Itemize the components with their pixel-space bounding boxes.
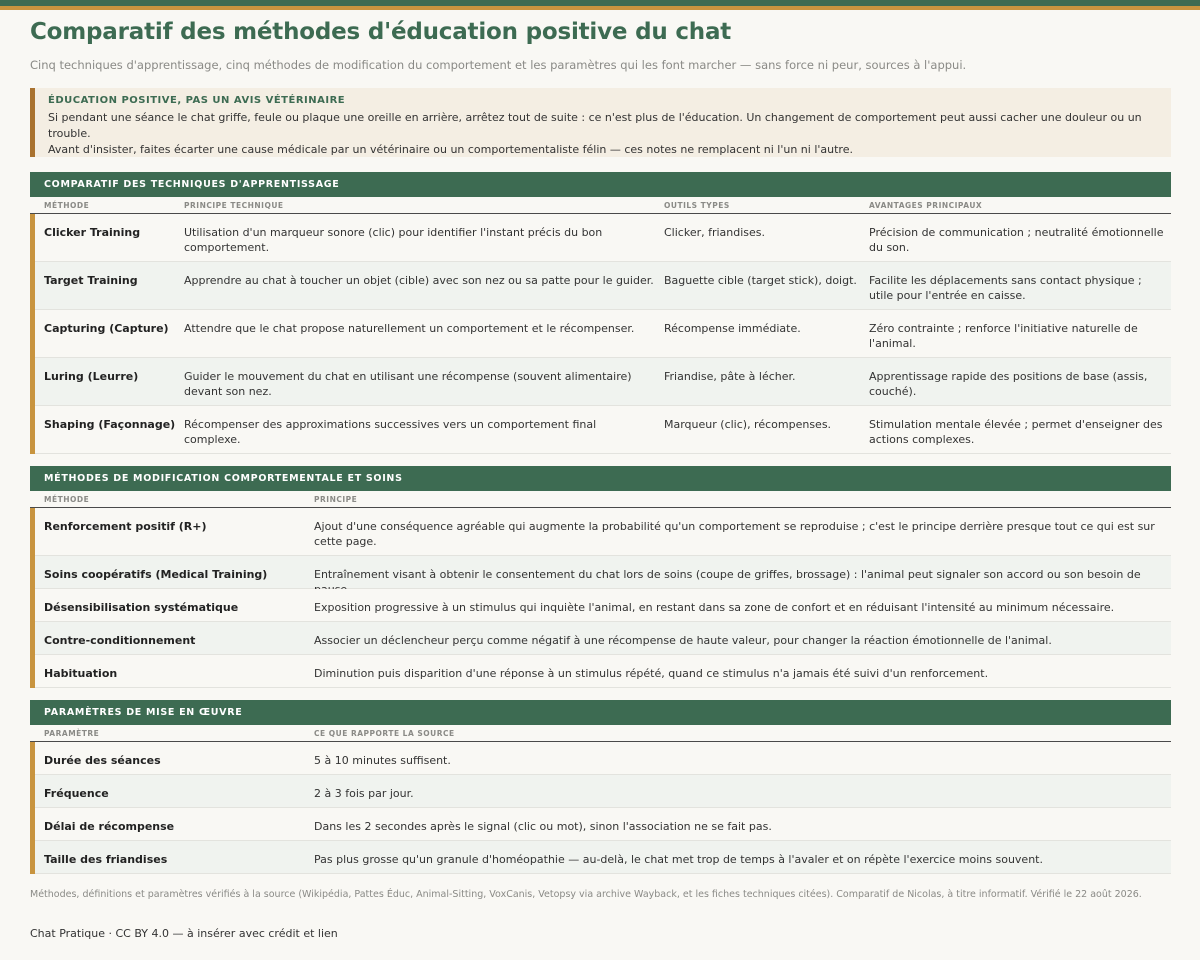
col-header-source: CE QUE RAPPORTE LA SOURCE (314, 729, 455, 738)
table-row (35, 622, 1171, 655)
row-principle: Utilisation d'un marqueur sonore (clic) pour identifier l'instant précis du bon comportement. (184, 226, 603, 254)
table-row (35, 556, 1171, 589)
techniques-table (30, 172, 1171, 454)
warning-line-1: Si pendant une séance le chat griffe, feule ou plaque une oreille en arrière, arrêtez tout de suite : ce n'est plus de l'éducation. Un changement de comportement peut aussi cacher une douleur ou un trouble. (48, 111, 1142, 140)
table-row (35, 406, 1171, 454)
modification-heading: MÉTHODES DE MODIFICATION COMPORTEMENTALE ET SOINS (30, 466, 1171, 491)
credit-line: Chat Pratique · CC BY 4.0 — à insérer avec crédit et lien (30, 927, 338, 940)
row-principle: Diminution puis disparition d'une réponse à un stimulus répété, quand ce stimulus n'a jamais été suivi d'un renforcement. (314, 667, 989, 680)
row-method: Soins coopératifs (Medical Training) (44, 568, 268, 581)
row-principle: Entraînement visant à obtenir le consentement du chat lors de soins (coupe de griffes, brossage) : l'animal peut signaler son accord ou son besoin de (314, 568, 1141, 581)
col-header-principle: PRINCIPE TECHNIQUE (184, 201, 284, 210)
source-footnote: Méthodes, définitions et paramètres vérifiés à la source (Wikipédia, Pattes Éduc, Animal-Sitting, VoxCanis, Vetopsy via archive Wayback, et les fiches techniques citées). Comparatif de Nicolas, à titre informatif. Vérifié le 22 août 2026. (30, 889, 1142, 900)
row-parameter: Fréquence (44, 787, 109, 800)
table-row (35, 808, 1171, 841)
row-value: 5 à 10 minutes suffisent. (314, 754, 451, 767)
row-method: Capturing (Capture) (44, 322, 169, 335)
row-value: Dans les 2 secondes après le signal (clic ou mot), sinon l'association ne se fait pas. (314, 820, 772, 833)
table-row (35, 655, 1171, 688)
modification-table (30, 466, 1171, 688)
row-method: Target Training (44, 274, 138, 287)
row-method: Luring (Leurre) (44, 370, 139, 383)
table-row (35, 589, 1171, 622)
top-accent-stripe (0, 6, 1200, 10)
row-method: Renforcement positif (R+) (44, 520, 207, 533)
page-title: Comparatif des méthodes d'éducation positive du chat (30, 19, 732, 45)
row-method: Désensibilisation systématique (44, 601, 239, 614)
row-principle: Récompenser des approximations successives vers un comportement final complexe. (184, 418, 597, 446)
table-row (35, 775, 1171, 808)
row-advantages: Stimulation mentale élevée ; permet d'enseigner des actions complexes. (869, 418, 1163, 446)
table-row (35, 214, 1171, 262)
row-tools: Baguette cible (target stick), doigt. (664, 274, 857, 287)
row-principle: Associer un déclencheur perçu comme négatif à une récompense de haute valeur, pour changer la réaction émotionnelle de l'animal. (314, 634, 1052, 647)
row-value: Pas plus grosse qu'un granule d'homéopathie — au-delà, le chat met trop de temps à l'avaler et on répète l'exercice moins souvent. (314, 853, 1043, 866)
row-method: Clicker Training (44, 226, 141, 239)
col-header-method: MÉTHODE (44, 201, 90, 210)
parameters-heading: PARAMÈTRES DE MISE EN ŒUVRE (30, 700, 1171, 725)
row-parameter: Durée des séances (44, 754, 161, 767)
table-row (35, 841, 1171, 874)
modification-column-headers (30, 491, 1171, 508)
table-row (35, 742, 1171, 775)
table-row (35, 310, 1171, 358)
row-tools: Marqueur (clic), récompenses. (664, 418, 832, 431)
table-row (35, 358, 1171, 406)
row-advantages: Zéro contrainte ; renforce l'initiative naturelle de l'animal. (869, 322, 1138, 350)
row-method: Contre-conditionnement (44, 634, 196, 647)
row-value: 2 à 3 fois par jour. (314, 787, 414, 800)
col-header-principle: PRINCIPE (314, 495, 358, 504)
col-header-tools: OUTILS TYPES (664, 201, 730, 210)
row-tools: Clicker, friandises. (664, 226, 766, 239)
row-parameter: Taille des friandises (44, 853, 168, 866)
row-principle: Apprendre au chat à toucher un objet (cible) avec son nez ou sa patte pour le guider. (184, 274, 654, 287)
row-method: Habituation (44, 667, 118, 680)
parameters-column-headers (30, 725, 1171, 742)
row-principle: Attendre que le chat propose naturellement un comportement et le récompenser. (184, 322, 635, 335)
techniques-rows (30, 214, 1171, 454)
row-method: Shaping (Façonnage) (44, 418, 176, 431)
techniques-heading: COMPARATIF DES TECHNIQUES D'APPRENTISSAGE (30, 172, 1171, 197)
row-advantages: Facilite les déplacements sans contact physique ; utile pour l'entrée en caisse. (869, 274, 1142, 302)
page-subtitle: Cinq techniques d'apprentissage, cinq méthodes de modification du comportement et les paramètres qui les font marcher — sans force ni peur, sources à l'appui. (30, 58, 967, 72)
row-advantages: Précision de communication ; neutralité émotionnelle du son. (869, 226, 1164, 254)
row-principle: Guider le mouvement du chat en utilisant une récompense (souvent alimentaire) devant son nez. (184, 370, 632, 398)
row-advantages: Apprentissage rapide des positions de base (assis, couché). (869, 370, 1148, 398)
warning-callout (30, 88, 1171, 157)
col-header-parameter: PARAMÈTRE (44, 729, 100, 738)
techniques-column-headers (30, 197, 1171, 214)
row-tools: Friandise, pâte à lécher. (664, 370, 796, 383)
row-principle: Exposition progressive à un stimulus qui inquiète l'animal, en restant dans sa zone de confort et en réduisant l'intensité au minimum nécessaire. (314, 601, 1115, 614)
col-header-advantages: AVANTAGES PRINCIPAUX (869, 201, 983, 210)
parameters-rows (30, 742, 1171, 874)
col-header-method: MÉTHODE (44, 495, 90, 504)
row-principle: Ajout d'une conséquence agréable qui augmente la probabilité qu'un comportement se reproduise ; c'est le principe derrière presque tout ce qui est sur cette page. (314, 520, 1155, 548)
modification-rows (30, 508, 1171, 688)
parameters-table (30, 700, 1171, 874)
row-parameter: Délai de récompense (44, 820, 175, 833)
warning-line-2: Avant d'insister, faites écarter une cause médicale par un vétérinaire ou un comportementaliste félin — ces notes ne remplacent ni l'un ni l'autre. (48, 143, 853, 156)
row-tools: Récompense immédiate. (664, 322, 801, 335)
table-row (35, 262, 1171, 310)
table-row (35, 508, 1171, 556)
warning-title: ÉDUCATION POSITIVE, PAS UN AVIS VÉTÉRINAIRE (48, 95, 346, 106)
